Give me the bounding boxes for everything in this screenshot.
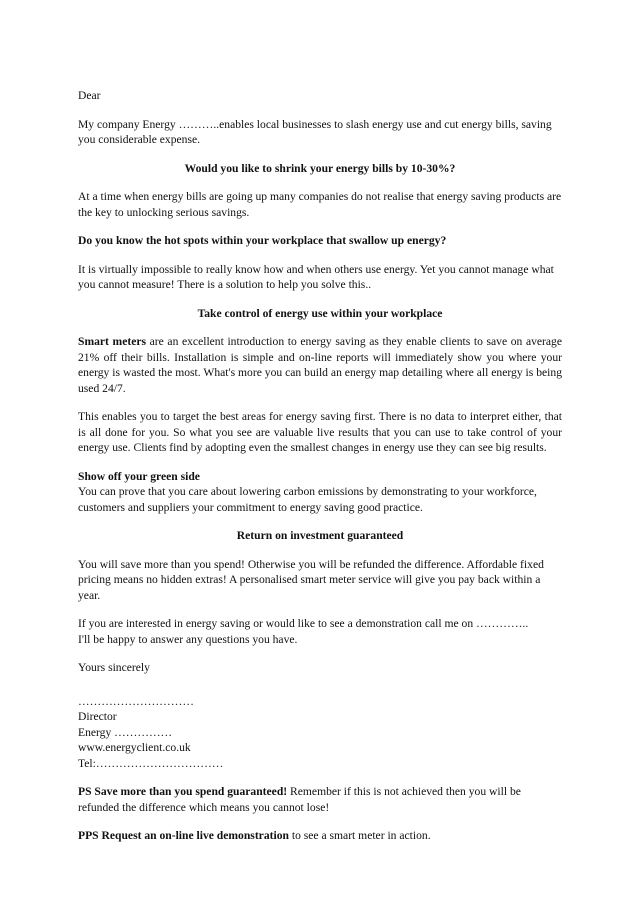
closing: Yours sincerely bbox=[78, 661, 150, 674]
signature-company: Energy …………… bbox=[78, 725, 173, 739]
paragraph-contact bbox=[78, 616, 562, 647]
paragraph-energy-bills: At a time when energy bills are going up many companies do not realise that energy saving products are the key to unlocking serious savings. bbox=[78, 190, 562, 219]
smart-meters-text: are an excellent introduction to energy saving as they enable clients to save on average 21% off their bills. Installation is simple and on-line reports will immediately show you where your energy is wasted the most. What's more you can build an energy map detailing where all energy is being used 24/7. bbox=[78, 335, 563, 395]
paragraph-smart-meters bbox=[78, 334, 562, 396]
headline-roi bbox=[78, 528, 562, 544]
paragraph-save-more: You will save more than you spend! Otherwise you will be refunded the difference. Affordable fixed pricing means no hidden extras! A personalised smart meter service will give you pay back within a year. bbox=[78, 557, 544, 602]
headline-take-control bbox=[78, 306, 562, 322]
contact-line-1: If you are interested in energy saving or would like to see a demonstration call me on ………….. bbox=[78, 617, 529, 630]
greeting: Dear bbox=[78, 89, 101, 102]
headline-shrink-bills bbox=[78, 161, 562, 177]
paragraph-target-areas: This enables you to target the best areas for energy saving first. There is no data to interpret either, that is all done for you. So what you see are valuable live results that you can use to take control of your energy use. Clients find by adopting even the smallest changes in energy use they can see big results. bbox=[78, 410, 562, 454]
headline-hot-spots-text: Do you know the hot spots within your workplace that swallow up energy? bbox=[78, 234, 447, 247]
section-green-side bbox=[78, 469, 562, 516]
signature-website: www.energyclient.co.uk bbox=[78, 741, 191, 754]
postscript bbox=[78, 784, 562, 815]
post-postscript bbox=[78, 828, 562, 844]
green-side-text: You can prove that you care about lowering carbon emissions by demonstrating to your workforce, customers and suppliers your commitment to energy saving good practice. bbox=[78, 485, 537, 514]
ps-text: Remember if this is not achieved then you will be refunded the difference which means you cannot lose! bbox=[78, 785, 521, 814]
smart-meters-label: Smart meters bbox=[78, 335, 147, 348]
pps-text: to see a smart meter in action. bbox=[288, 829, 431, 842]
intro-paragraph: My company Energy ………..enables local businesses to slash energy use and cut energy bills, saving you considerable expense. bbox=[78, 117, 552, 146]
signature-block bbox=[78, 694, 562, 772]
paragraph-measure: It is virtually impossible to really know how and when others use energy. Yet you cannot manage what you cannot measure! There is a solution to help you solve this.. bbox=[78, 262, 554, 291]
headline-roi-text: Return on investment guaranteed bbox=[236, 529, 404, 542]
signature-line: ………………………… bbox=[78, 694, 194, 708]
headline-take-control-text: Take control of energy use within your workplace bbox=[197, 306, 443, 320]
ps-label: PS Save more than you spend guaranteed! bbox=[78, 785, 288, 798]
signature-title: Director bbox=[78, 710, 117, 723]
signature-tel: Tel:…………………………… bbox=[78, 756, 224, 770]
letter-page bbox=[78, 88, 562, 857]
headline-shrink-bills-text: Would you like to shrink your energy bills by 10-30%? bbox=[184, 161, 456, 175]
pps-label: PPS Request an on-line live demonstration bbox=[78, 829, 289, 842]
green-side-heading: Show off your green side bbox=[78, 469, 200, 483]
headline-hot-spots bbox=[78, 233, 562, 249]
contact-line-2: I'll be happy to answer any questions you have. bbox=[78, 632, 298, 646]
